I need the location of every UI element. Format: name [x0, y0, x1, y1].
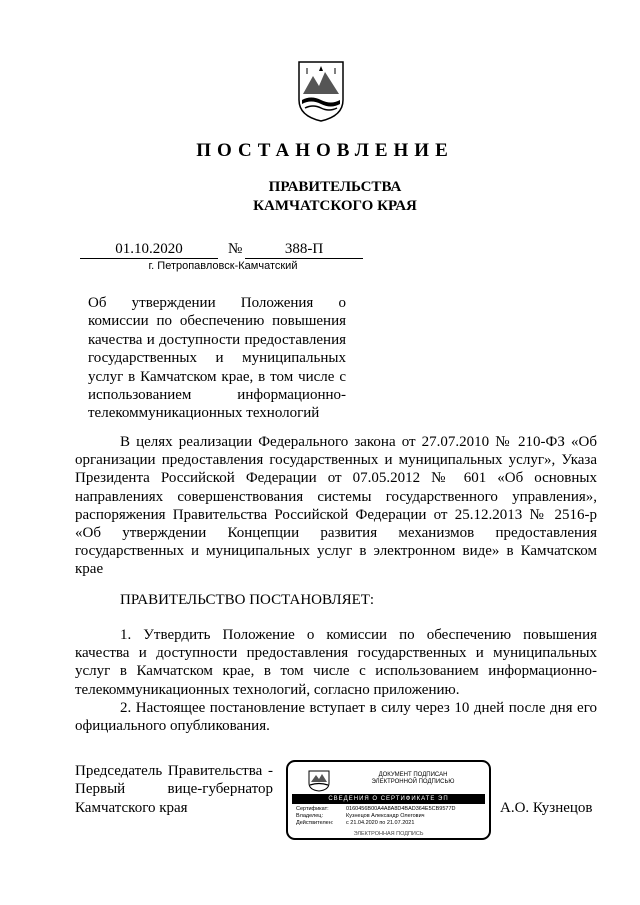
number-sign: № — [228, 241, 243, 257]
document-date: 01.10.2020 — [80, 240, 218, 259]
decree-statement: ПРАВИТЕЛЬСТВО ПОСТАНОВЛЯЕТ: — [120, 592, 375, 608]
kamchatka-coat-of-arms-icon — [297, 60, 345, 122]
issuer-line-1: ПРАВИТЕЛЬСТВА — [268, 179, 402, 195]
stamp-row: Сертификат: 0160456B00A4A8A8D4BAD364E5CB9577D — [296, 806, 456, 812]
stamp-details — [296, 806, 455, 827]
document-title: ПОСТАНОВЛЕНИЕ — [196, 140, 454, 161]
stamp-row: Действителен: с 21.04.2020 по 21.07.2021 — [296, 820, 415, 826]
signer-name: А.О. Кузнецов — [500, 800, 593, 816]
electronic-signature-stamp — [286, 760, 491, 840]
stamp-footer: ЭЛЕКТРОННАЯ ПОДПИСЬ — [353, 831, 424, 837]
stamp-row: Владелец: Кузнецов Александр Олегович — [296, 813, 425, 819]
preamble: В целях реализации Федерального закона от 27.07.2010 № 210-ФЗ «Об организации предоставления государственных и муниципальных услуг», Указа Президента Российской Федерации от 07.05.2012 № 601 «Об основных направлениях совершенствования системы государственного управления», распоряжения Правительства Российской Федерации от 25.12.2013 № 2516-р «Об утверждении Концепции развития механизмов предоставления государственных и муниципальных услуг в электронном виде» в Камчатском крае — [75, 434, 597, 578]
item-1: 1. Утвердить Положение о комиссии по обеспечению повышения качества и доступности предоставления государственных и муниципальных услуг в Камчатском крае, в том числе с использованием информационно-телекоммуникационных технологий, согласно приложению. — [75, 627, 597, 698]
stamp-heading-line-2: ЭЛЕКТРОННОЙ ПОДПИСЬЮ — [371, 779, 455, 785]
document-subject: Об утверждении Положения о комиссии по обеспечению повышения качества и доступности предоставления государственных и муниципальных услуг в Камчатском крае, в том числе с использованием информационно-телекоммуникационных технологий — [88, 295, 346, 422]
kamchatka-coat-of-arms-icon — [308, 770, 330, 792]
signer-position: Председатель Правительства - Первый вице-губернатор Камчатского края — [75, 763, 273, 816]
stamp-heading — [343, 772, 483, 786]
document-number: 388-П — [245, 240, 363, 259]
stamp-certificate-bar: СВЕДЕНИЯ О СЕРТИФИКАТЕ ЭП — [292, 794, 485, 804]
issuer-line-2: КАМЧАТСКОГО КРАЯ — [253, 198, 417, 214]
item-2: 2. Настоящее постановление вступает в силу через 10 дней после дня его официального опубликования. — [75, 700, 597, 735]
city: г. Петропавловск-Камчатский — [148, 260, 298, 272]
issuer — [0, 178, 640, 216]
stamp-heading-line-1: ДОКУМЕНТ ПОДПИСАН — [378, 772, 448, 778]
